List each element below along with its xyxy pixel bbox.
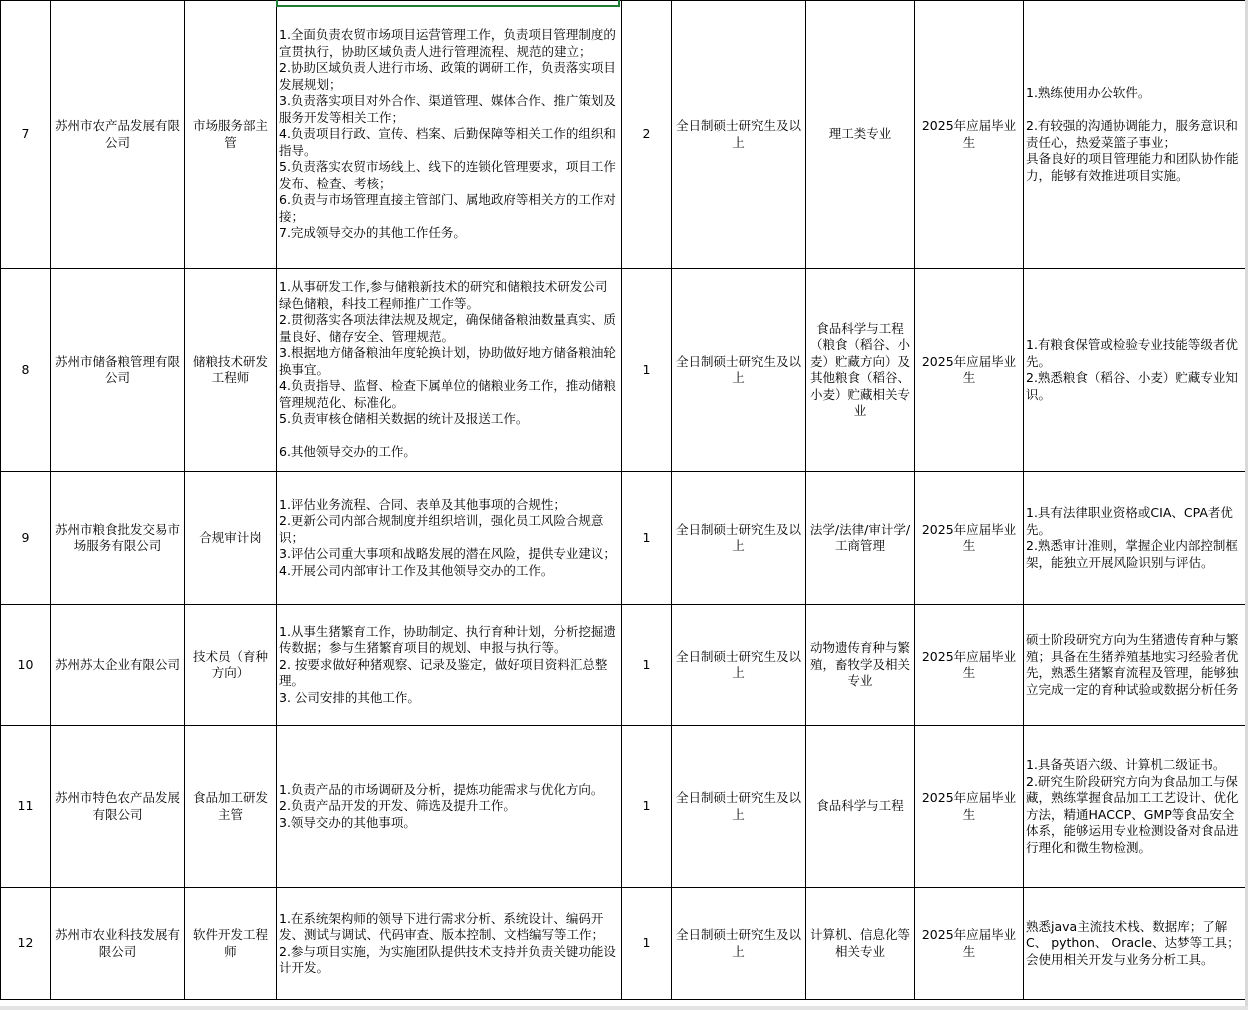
cell-grad[interactable]: 2025年应届毕业生 (915, 472, 1024, 605)
selected-cell-border (276, 0, 620, 7)
cell-position[interactable]: 技术员（育种方向） (185, 605, 277, 726)
cell-count[interactable]: 1 (622, 726, 672, 888)
cell-duties-line: 2.贯彻落实各项法律法规及规定，确保储备粮油数量真实、质量良好、储存安全、管理规范。 (279, 312, 616, 344)
cell-no[interactable]: 8 (1, 269, 51, 472)
cell-duties-line: 4.负责项目行政、宣传、档案、后勤保障等相关工作的组织和指导。 (279, 126, 616, 158)
cell-duties-line: 3.根据地方储备粮油年度轮换计划，协助做好地方储备粮油轮换事宜。 (279, 345, 616, 377)
cell-company[interactable]: 苏州市特色农产品发展有限公司 (51, 726, 185, 888)
cell-duties[interactable] (277, 269, 622, 472)
cell-requirements-line: 1.具备英语六级、计算机二级证书。 (1026, 757, 1226, 772)
cell-grad[interactable]: 2025年应届毕业生 (915, 726, 1024, 888)
cell-duties-line: 1.全面负责农贸市场项目运营管理工作，负责项目管理制度的宣贯执行，协助区域负责人进行管理流程、规范的建立； (279, 27, 616, 59)
cell-duties-line: 2.负责产品开发的开发、筛选及提升工作。 (279, 798, 516, 814)
cell-no[interactable]: 12 (1, 888, 51, 1000)
cell-duties-line: 3.领导交办的其他事项。 (279, 814, 416, 830)
cell-count[interactable]: 2 (622, 1, 672, 269)
cell-duties-line: 6.其他领导交办的工作。 (279, 444, 416, 460)
cell-count[interactable]: 1 (622, 472, 672, 605)
cell-major[interactable]: 计算机、信息化等相关专业 (806, 888, 915, 1000)
table-row (1, 605, 1246, 726)
cell-requirements-line: 2.有较强的沟通协调能力，服务意识和责任心，热爱菜篮子事业； (1026, 118, 1238, 150)
cell-duties[interactable] (277, 605, 622, 726)
cell-education[interactable]: 全日制硕士研究生及以上 (672, 269, 806, 472)
cell-duties-line: 6.负责与市场管理直接主管部门、属地政府等相关方的工作对接； (279, 192, 616, 224)
cell-duties-line: 3.负责落实项目对外合作、渠道管理、媒体合作、推广策划及服务开发等相关工作； (279, 93, 616, 125)
cell-position[interactable]: 食品加工研发主管 (185, 726, 277, 888)
cell-education[interactable]: 全日制硕士研究生及以上 (672, 1, 806, 269)
cell-requirements[interactable] (1024, 472, 1246, 605)
table-row (1, 888, 1246, 1000)
cell-duties-line: 5.负责审核仓储相关数据的统计及报送工作。 (279, 411, 529, 427)
cell-count[interactable]: 1 (622, 888, 672, 1000)
cell-position[interactable]: 合规审计岗 (185, 472, 277, 605)
cell-requirements[interactable] (1024, 605, 1246, 726)
cell-duties-line: 4.负责指导、监督、检查下属单位的储粮业务工作，推动储粮管理规范化、标准化。 (279, 378, 616, 410)
cell-duties[interactable] (277, 726, 622, 888)
table-row (1, 726, 1246, 888)
cell-requirements[interactable] (1024, 269, 1246, 472)
table-row (1, 269, 1246, 472)
grid-edge-bottom (0, 1006, 1248, 1010)
cell-duties-line: 1.从事生猪繁育工作，协助制定、执行育种计划，分析挖掘遗传数据；参与生猪繁育项目的规划、申报与执行等。 (279, 623, 616, 656)
cell-requirements-line: 具备良好的项目管理能力和团队协作能力，能够有效推进项目实施。 (1026, 151, 1239, 183)
cell-count[interactable]: 1 (622, 605, 672, 726)
cell-position[interactable]: 市场服务部主管 (185, 1, 277, 269)
cell-requirements-line (1026, 102, 1243, 119)
cell-no[interactable]: 7 (1, 1, 51, 269)
cell-requirements[interactable] (1024, 888, 1246, 1000)
cell-company[interactable]: 苏州市粮食批发交易市场服务有限公司 (51, 472, 185, 605)
cell-grad[interactable]: 2025年应届毕业生 (915, 269, 1024, 472)
cell-duties-line: 2.参与项目实施，为实施团队提供技术支持并负责关键功能设计开发。 (279, 943, 616, 975)
cell-company[interactable]: 苏州市农业科技发展有限公司 (51, 888, 185, 1000)
cell-major[interactable]: 理工类专业 (806, 1, 915, 269)
cell-major[interactable]: 动物遗传育种与繁殖，畜牧学及相关专业 (806, 605, 915, 726)
cell-no[interactable]: 11 (1, 726, 51, 888)
cell-requirements-line: 2.研究生阶段研究方向为食品加工与保藏，熟练掌握食品加工工艺设计、优化方法，精通HACCP、GMP等食品安全体系，能够运用专业检测设备对食品进行理化和微生物检测。 (1026, 773, 1239, 855)
cell-duties-line: 2. 按要求做好种猪观察、记录及鉴定，做好项目资料汇总整理。 (279, 656, 608, 689)
cell-requirements-line: 1.具有法律职业资格或CIA、CPA者优先。 (1026, 505, 1233, 537)
cell-requirements-line: 2.熟悉粮食（稻谷、小麦）贮藏专业知识。 (1026, 370, 1238, 402)
cell-requirements[interactable] (1024, 726, 1246, 888)
cell-requirements-line: 2.熟悉审计准则，掌握企业内部控制框架，能独立开展风险识别与评估。 (1026, 538, 1238, 570)
cell-major[interactable]: 食品科学与工程 (806, 726, 915, 888)
cell-grad[interactable]: 2025年应届毕业生 (915, 888, 1024, 1000)
table-row (1, 1, 1246, 269)
cell-duties-line: 2.更新公司内部合规制度并组织培训，强化员工风险合规意识； (279, 513, 604, 545)
cell-duties[interactable] (277, 472, 622, 605)
cell-requirements-line: 熟悉java主流技术栈、数据库；了解C、 python、 Oracle、达梦等工具；会使用相关开发与业务分析工具。 (1026, 918, 1240, 967)
cell-requirements-line: 硕士阶段研究方向为生猪遗传育种与繁殖；具备在生猪养殖基地实习经验者优先，熟悉生猪繁育流程及管理，能够独立完成一定的育种试验或数据分析任务 (1026, 632, 1239, 697)
cell-duties-line: 5.负责落实农贸市场线上、线下的连锁化管理要求，项目工作发布、检查、考核； (279, 159, 616, 191)
table-row (1, 472, 1246, 605)
cell-duties-line: 1.评估业务流程、合同、表单及其他事项的合规性； (279, 496, 566, 512)
cell-education[interactable]: 全日制硕士研究生及以上 (672, 888, 806, 1000)
cell-company[interactable]: 苏州苏太企业有限公司 (51, 605, 185, 726)
cell-grad[interactable]: 2025年应届毕业生 (915, 1, 1024, 269)
cell-education[interactable]: 全日制硕士研究生及以上 (672, 605, 806, 726)
cell-position[interactable]: 储粮技术研发工程师 (185, 269, 277, 472)
cell-duties-line (279, 428, 619, 445)
cell-grad[interactable]: 2025年应届毕业生 (915, 605, 1024, 726)
cell-no[interactable]: 9 (1, 472, 51, 605)
cell-company[interactable]: 苏州市储备粮管理有限公司 (51, 269, 185, 472)
cell-count[interactable]: 1 (622, 269, 672, 472)
cell-duties-line: 1.从事研发工作,参与储粮新技术的研究和储粮技术研发公司绿色储粮，科技工程师推广工作等。 (279, 279, 608, 311)
cell-position[interactable]: 软件开发工程师 (185, 888, 277, 1000)
cell-requirements-line: 1.熟练使用办公软件。 (1026, 85, 1151, 100)
cell-duties-line: 1.负责产品的市场调研及分析，提炼功能需求与优化方向。 (279, 781, 604, 797)
cell-duties-line: 4.开展公司内部审计工作及其他领导交办的工作。 (279, 562, 554, 578)
cell-duties-line: 2.协助区域负责人进行市场、政策的调研工作，负责落实项目发展规划； (279, 60, 616, 92)
cell-requirements-line: 1.有粮食保管或检验专业技能等级者优先。 (1026, 337, 1238, 369)
cell-duties[interactable] (277, 1, 622, 269)
cell-duties-line: 3. 公司安排的其他工作。 (279, 689, 420, 705)
cell-no[interactable]: 10 (1, 605, 51, 726)
cell-duties-line: 3.评估公司重大事项和战略发展的潜在风险，提供专业建议； (279, 546, 616, 562)
cell-duties-line: 1.在系统架构师的领导下进行需求分析、系统设计、编码开发、测试与调试、代码审查、版本控制、文档编写等工作； (279, 910, 605, 942)
cell-duties[interactable] (277, 888, 622, 1000)
cell-major[interactable]: 食品科学与工程（粮食（稻谷、小麦）贮藏方向）及其他粮食（稻谷、小麦）贮藏相关专业 (806, 269, 915, 472)
cell-duties-line: 7.完成领导交办的其他工作任务。 (279, 225, 466, 241)
cell-education[interactable]: 全日制硕士研究生及以上 (672, 472, 806, 605)
cell-company[interactable]: 苏州市农产品发展有限公司 (51, 1, 185, 269)
cell-requirements[interactable] (1024, 1, 1246, 269)
cell-major[interactable]: 法学/法律/审计学/工商管理 (806, 472, 915, 605)
cell-education[interactable]: 全日制硕士研究生及以上 (672, 726, 806, 888)
